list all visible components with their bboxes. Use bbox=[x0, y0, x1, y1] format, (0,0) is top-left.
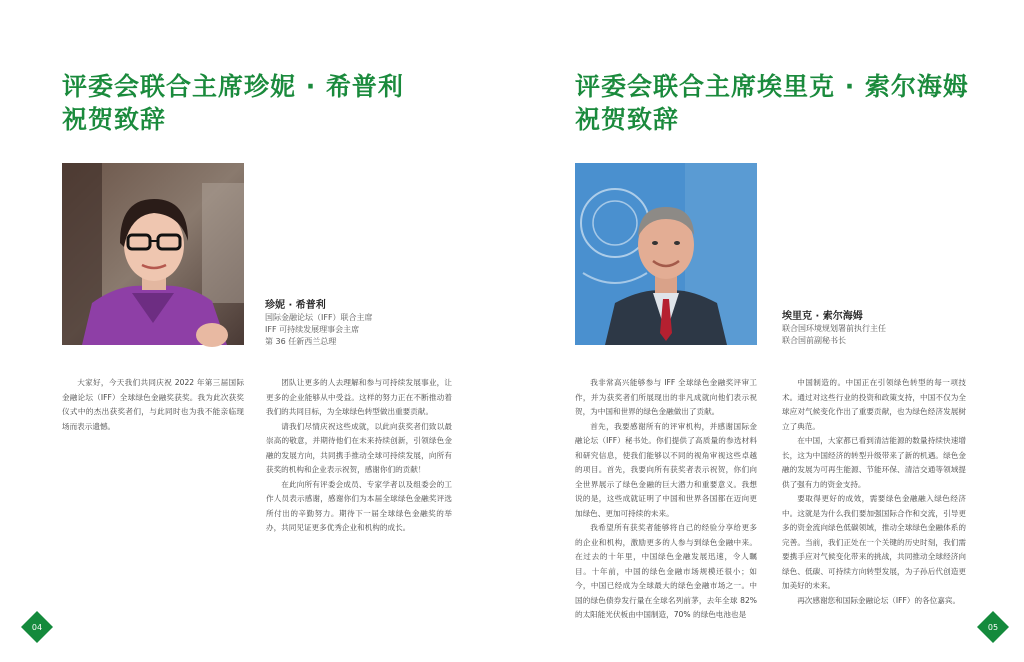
right-page bbox=[512, 0, 1024, 662]
paragraph: 中国制造的。中国正在引领绿色转型的每一项技术。通过对这些行业的投资和政策支持，中国不仅为全球应对气候变化作出了重要贡献，也为绿色经济发展树立了典范。 bbox=[782, 378, 966, 431]
right-title-line2: 祝贺致辞 bbox=[575, 105, 680, 134]
paragraph: 在中国，大家都已看到清洁能源的数量持续快速增长，这为中国经济的转型升级带来了新的机遇。绿色金融的发展为可再生能源、节能环保、清洁交通等领域提供了强有力的资金支持。 bbox=[782, 436, 966, 489]
left-role-3: 第 36 任新西兰总理 bbox=[265, 337, 337, 346]
right-title-line1: 评委会联合主席埃里克 · 索尔海姆 bbox=[575, 72, 969, 101]
left-person-name: 珍妮 · 希普利 bbox=[265, 300, 326, 311]
right-column-2 bbox=[782, 376, 966, 604]
paragraph: 再次感谢您和国际金融论坛（IFF）的各位嘉宾。 bbox=[797, 595, 961, 605]
right-person-name: 埃里克 · 索尔海姆 bbox=[782, 311, 863, 322]
right-title bbox=[575, 70, 969, 136]
paragraph: 首先，我要感谢所有的评审机构，并感谢国际金融论坛（IFF）秘书处。你们提供了高质量的参选材料和研究信息，使我们能够以不同的视角审视这些卓越的项目。首先，我要向所有获奖者表示祝贺，你们向全世界展示了绿色金融的巨大潜力和重要意义。我想说的是，这些成就证明了中国和世界各国都在迈向更加绿色、更加可持续的未来。 bbox=[575, 421, 757, 518]
paragraph: 在此向所有评委会成员、专家学者以及组委会的工作人员表示感谢，感谢你们为本届全球绿色金融奖评选所付出的辛勤努力。期待下一届全球绿色金融奖的举办，共同见证更多优秀企业和机构的成长。 bbox=[266, 479, 452, 532]
left-title bbox=[62, 70, 404, 136]
paragraph: 我希望所有获奖者能够将自己的经验分享给更多的企业和机构，激励更多的人参与到绿色金融中来。在过去的十年里，中国绿色金融发展迅速，令人瞩目。十年前，中国的绿色金融市场规模还很小；如今，中国已经成为全球最大的绿色金融市场之一。中国的绿色债券发行量在全球名列前茅，去年全球 82% 的太阳能光伏板由中国制造，70% 的绿色电池也是 bbox=[575, 523, 757, 619]
left-column-2 bbox=[266, 376, 452, 532]
paragraph: 团队让更多的人去理解和参与可持续发展事业，让更多的企业能够从中受益。这样的努力正在不断推动着我们的共同目标，为全球绿色转型做出重要贡献。 bbox=[266, 378, 452, 416]
paragraph: 请我们尽情庆祝这些成就，以此向获奖者们致以最崇高的敬意，并期待他们在未来持续创新，引领绿色金融的发展方向，共同携手推动全球可持续发展，向所有获奖的机构和企业表示祝贺，感谢你们的贡献！ bbox=[266, 421, 452, 474]
paragraph: 我非常高兴能够参与 IFF 全球绿色金融奖评审工作，并为获奖者们所展现出的非凡成就向他们表示祝贺，为中国和世界的绿色金融做出了贡献。 bbox=[575, 378, 757, 416]
portrait-photo-jenny-shipley bbox=[62, 163, 244, 345]
left-person-roles bbox=[265, 312, 373, 348]
portrait-photo-erik-solheim bbox=[575, 163, 757, 345]
paragraph: 要取得更好的成效，需要绿色金融融入绿色经济中。这就是为什么我们要加强国际合作和交流，引导更多的资金流向绿色低碳领域，推动全球绿色金融体系的完善。当前，我们正处在一个关键的历史时刻，我们需要携手应对气候变化带来的挑战，共同推动全球经济向绿色、低碳、可持续方向转型发展，为子孙后代创造更加美好的未来。 bbox=[782, 494, 966, 590]
right-role-2: 联合国前副秘书长 bbox=[782, 336, 846, 345]
right-role-1: 联合国环境规划署前执行主任 bbox=[782, 324, 886, 333]
paragraph: 大家好，今天我们共同庆祝 2022 年第三届国际金融论坛（IFF）全球绿色金融奖获奖。我为此次获奖仪式中的杰出获奖者们，与此同时也为我不能亲临现场而表示遗憾。 bbox=[62, 378, 244, 431]
page-number-badge-right bbox=[976, 610, 1010, 644]
right-person-roles bbox=[782, 323, 886, 347]
page-number-left: 04 bbox=[31, 622, 43, 632]
left-role-1: 国际金融论坛（IFF）联合主席 bbox=[265, 313, 373, 322]
page-number-right: 05 bbox=[987, 622, 999, 632]
page-number-badge-left bbox=[20, 610, 54, 644]
left-role-2: IFF 可持续发展理事会主席 bbox=[265, 325, 360, 334]
left-title-line1: 评委会联合主席珍妮 · 希普利 bbox=[62, 72, 404, 101]
right-column-1 bbox=[575, 376, 757, 619]
left-column-1 bbox=[62, 376, 244, 604]
left-title-line2: 祝贺致辞 bbox=[62, 105, 167, 134]
